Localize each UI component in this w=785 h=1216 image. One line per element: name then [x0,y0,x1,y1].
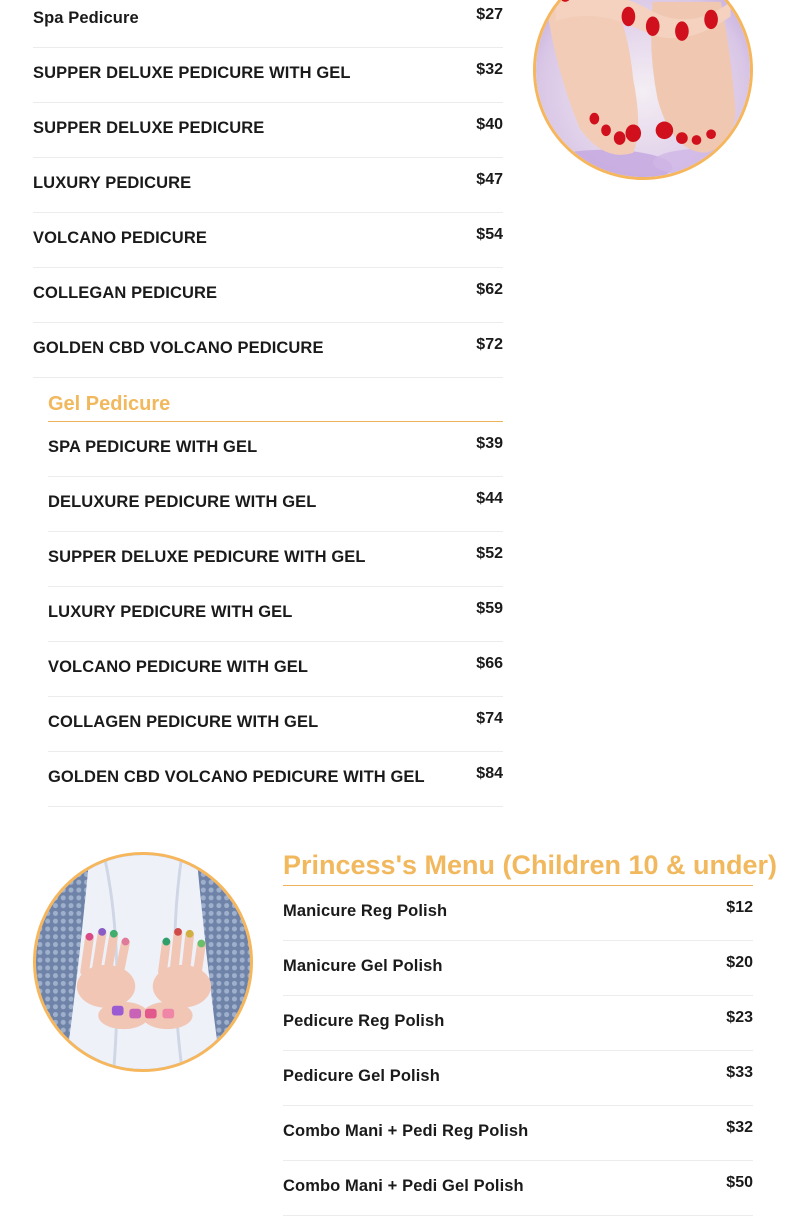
menu-item-price: $50 [726,1174,753,1191]
menu-item-price: $59 [476,600,503,617]
menu-item-price: $54 [476,226,503,243]
menu-item-name: SUPPER DELUXE PEDICURE WITH GEL [33,64,351,82]
menu-item [48,642,503,697]
gel-pedicure-title: Gel Pedicure [48,390,503,422]
menu-item-name: LUXURY PEDICURE WITH GEL [48,603,293,621]
menu-item-price: $12 [726,899,753,916]
hands-illustration [36,855,250,1069]
menu-item-name: SUPPER DELUXE PEDICURE WITH GEL [48,548,366,566]
menu-item-name: COLLEGAN PEDICURE [33,284,218,302]
menu-item-price: $23 [726,1009,753,1026]
menu-item-price: $62 [476,281,503,298]
feet-illustration [536,0,750,177]
menu-item-name: GOLDEN CBD VOLCANO PEDICURE WITH GEL [48,768,425,786]
menu-item-price: $32 [476,61,503,78]
menu-item-price: $27 [476,6,503,23]
menu-item-name: Pedicure Reg Polish [283,1012,445,1030]
menu-item-name: DELUXURE PEDICURE WITH GEL [48,493,317,511]
menu-item-name: VOLCANO PEDICURE [33,229,207,247]
menu-item-name: Manicure Reg Polish [283,902,448,920]
menu-item-name: COLLAGEN PEDICURE WITH GEL [48,713,319,731]
princess-menu-title: Princess's Menu (Children 10 & under) [283,848,753,886]
menu-item-price: $72 [476,336,503,353]
menu-item [48,477,503,532]
menu-item [283,941,753,996]
menu-item [48,532,503,587]
menu-item [33,0,503,48]
menu-item-name: Pedicure Gel Polish [283,1067,440,1085]
menu-item [48,422,503,477]
menu-item-price: $47 [476,171,503,188]
menu-item [48,587,503,642]
menu-item-price: $52 [476,545,503,562]
menu-item [48,697,503,752]
menu-item [33,158,503,213]
menu-item-name: GOLDEN CBD VOLCANO PEDICURE [33,339,324,357]
menu-item-name: Spa Pedicure [33,9,139,27]
menu-item-price: $39 [476,435,503,452]
menu-item [33,213,503,268]
menu-item [283,996,753,1051]
menu-item-name: Manicure Gel Polish [283,957,443,975]
menu-item [283,1106,753,1161]
menu-item-name: LUXURY PEDICURE [33,174,192,192]
children-hands-photo [33,852,253,1072]
menu-item [33,268,503,323]
menu-item-name: SUPPER DELUXE PEDICURE [33,119,265,137]
menu-item [283,1161,753,1216]
pedicure-photo [533,0,753,180]
menu-item-name: Combo Mani + Pedi Gel Polish [283,1177,524,1195]
menu-item-price: $84 [476,765,503,782]
menu-item-price: $66 [476,655,503,672]
menu-item-price: $32 [726,1119,753,1136]
menu-item-name: SPA PEDICURE WITH GEL [48,438,258,456]
menu-item [33,103,503,158]
menu-item [283,1051,753,1106]
gel-pedicure-menu-list [48,422,503,807]
menu-item [48,752,503,807]
menu-item [33,323,503,378]
menu-item-price: $40 [476,116,503,133]
princess-menu-list [283,886,753,1216]
menu-item-name: VOLCANO PEDICURE WITH GEL [48,658,309,676]
menu-item [33,48,503,103]
menu-item-price: $44 [476,490,503,507]
menu-item [283,886,753,941]
menu-item-price: $33 [726,1064,753,1081]
pedicure-menu-list [33,0,503,378]
menu-item-price: $74 [476,710,503,727]
menu-item-name: Combo Mani + Pedi Reg Polish [283,1122,529,1140]
menu-item-price: $20 [726,954,753,971]
